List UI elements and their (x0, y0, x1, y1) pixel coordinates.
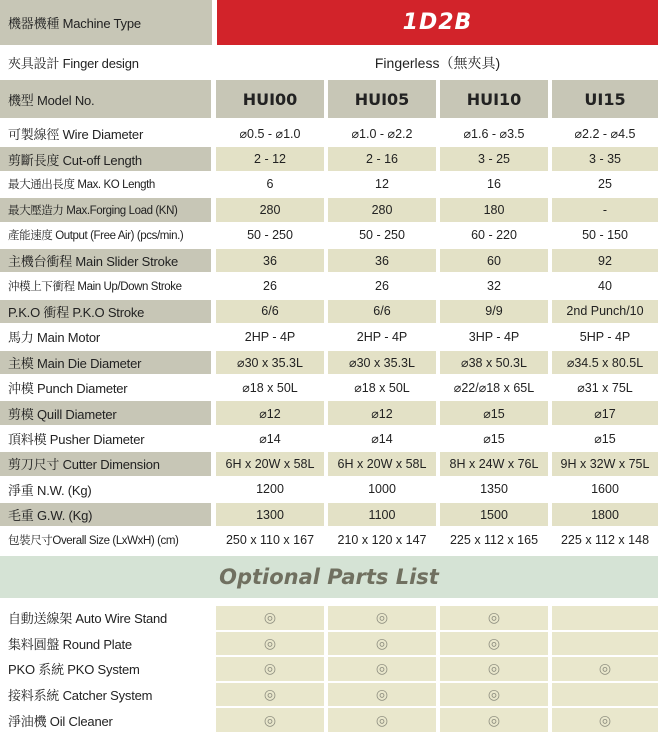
spec-value: 9H x 32W x 75L (552, 452, 658, 475)
spec-value: 1000 (328, 478, 436, 501)
spec-value: 32 (440, 274, 548, 297)
spec-row (0, 376, 658, 399)
spec-value: ⌀14 (328, 427, 436, 450)
optional-mark: ◎ (328, 657, 436, 681)
spec-value: 26 (216, 274, 324, 297)
optional-mark: ◎ (440, 708, 548, 732)
spec-value: 40 (552, 274, 658, 297)
spec-label: 剪刀尺寸 Cutter Dimension (0, 452, 211, 475)
spec-row (0, 198, 658, 221)
optional-mark (552, 606, 658, 630)
optional-mark: ◎ (440, 683, 548, 707)
spec-row (0, 173, 658, 196)
spec-value: 180 (440, 198, 548, 221)
spec-label: 最大通出長度 Max. KO Length (0, 173, 211, 196)
spec-value: 1350 (440, 478, 548, 501)
optional-label: 自動送線架 Auto Wire Stand (0, 606, 211, 630)
spec-value: 60 (440, 249, 548, 272)
model-hui10: HUI10 (440, 80, 548, 118)
optional-mark: ◎ (440, 632, 548, 656)
spec-label: 淨重 N.W. (Kg) (0, 478, 211, 501)
spec-value: 1600 (552, 478, 658, 501)
spec-label: 產能速度 Output (Free Air) (pcs/min.) (0, 224, 211, 247)
spec-row (0, 122, 658, 145)
spec-row (0, 452, 658, 475)
machine-type-value: 1D2B (217, 0, 658, 45)
spec-value: 50 - 250 (216, 224, 324, 247)
spec-value: 12 (328, 173, 436, 196)
spec-value: 6/6 (216, 300, 324, 323)
optional-mark: ◎ (216, 632, 324, 656)
model-hui05: HUI05 (328, 80, 436, 118)
optional-mark: ◎ (440, 606, 548, 630)
optional-label: 接料系統 Catcher System (0, 683, 211, 707)
spec-value: ⌀0.5 - ⌀1.0 (216, 122, 324, 145)
finger-design-value: Fingerless（無夾具) (217, 49, 658, 76)
optional-mark: ◎ (216, 606, 324, 630)
optional-row (0, 632, 658, 656)
spec-label: 主模 Main Die Diameter (0, 351, 211, 374)
optional-mark (552, 683, 658, 707)
spec-row (0, 249, 658, 272)
machine-type-row (0, 0, 658, 45)
spec-value: 3 - 35 (552, 147, 658, 170)
spec-label: 沖模 Punch Diameter (0, 376, 211, 399)
finger-design-label: 夾具設計 Finger design (0, 49, 212, 76)
spec-row (0, 528, 658, 551)
spec-value: 6/6 (328, 300, 436, 323)
spec-row (0, 503, 658, 526)
optional-row (0, 708, 658, 732)
spec-value: 50 - 150 (552, 224, 658, 247)
spec-value: 280 (216, 198, 324, 221)
spec-label: 包裝尺寸Overall Size (LxWxH) (cm) (0, 528, 211, 551)
spec-label: 剪斷長度 Cut-off Length (0, 147, 211, 170)
spec-value: 1300 (216, 503, 324, 526)
spec-value: 250 x 110 x 167 (216, 528, 324, 551)
spec-row (0, 351, 658, 374)
spec-row (0, 300, 658, 323)
spec-row (0, 401, 658, 424)
spec-value: 3 - 25 (440, 147, 548, 170)
spec-value: 16 (440, 173, 548, 196)
spec-value: 2 - 16 (328, 147, 436, 170)
spec-value: 1100 (328, 503, 436, 526)
optional-label: 集料圓盤 Round Plate (0, 632, 211, 656)
optional-mark: ◎ (552, 708, 658, 732)
spec-value: 2 - 12 (216, 147, 324, 170)
optional-mark: ◎ (328, 606, 436, 630)
spec-value: 6H x 20W x 58L (216, 452, 324, 475)
spec-value: ⌀38 x 50.3L (440, 351, 548, 374)
spec-value: 9/9 (440, 300, 548, 323)
optional-mark: ◎ (328, 632, 436, 656)
spec-row (0, 147, 658, 170)
spec-value: 210 x 120 x 147 (328, 528, 436, 551)
spec-label: 毛重 G.W. (Kg) (0, 503, 211, 526)
spec-value: ⌀15 (552, 427, 658, 450)
spec-value: ⌀14 (216, 427, 324, 450)
spec-label: 馬力 Main Motor (0, 325, 211, 348)
spec-row (0, 274, 658, 297)
spec-value: ⌀18 x 50L (328, 376, 436, 399)
spec-value: ⌀31 x 75L (552, 376, 658, 399)
spec-value: 2HP - 4P (328, 325, 436, 348)
spec-value: ⌀12 (216, 401, 324, 424)
optional-mark: ◎ (552, 657, 658, 681)
optional-label: PKO 系統 PKO System (0, 657, 211, 681)
spec-value: 5HP - 4P (552, 325, 658, 348)
spec-value: ⌀15 (440, 427, 548, 450)
spec-value: 6H x 20W x 58L (328, 452, 436, 475)
optional-mark (552, 632, 658, 656)
spec-value: ⌀17 (552, 401, 658, 424)
spec-value: - (552, 198, 658, 221)
spec-row (0, 325, 658, 348)
spec-row (0, 224, 658, 247)
spec-value: 280 (328, 198, 436, 221)
spec-value: 225 x 112 x 165 (440, 528, 548, 551)
optional-label: 淨油機 Oil Cleaner (0, 708, 211, 732)
model-row (0, 80, 658, 118)
spec-label: 主機台衝程 Main Slider Stroke (0, 249, 211, 272)
optional-row (0, 606, 658, 630)
spec-label: 頂料模 Pusher Diameter (0, 427, 211, 450)
spec-value: 26 (328, 274, 436, 297)
optional-mark: ◎ (216, 657, 324, 681)
machine-type-label: 機器機種 Machine Type (0, 0, 212, 45)
optional-parts-title: Optional Parts List (0, 556, 658, 598)
spec-value: 2HP - 4P (216, 325, 324, 348)
spec-value: 3HP - 4P (440, 325, 548, 348)
spec-label: 剪模 Quill Diameter (0, 401, 211, 424)
optional-mark: ◎ (440, 657, 548, 681)
spec-row (0, 427, 658, 450)
spec-value: ⌀15 (440, 401, 548, 424)
spec-value: ⌀30 x 35.3L (216, 351, 324, 374)
optional-row (0, 683, 658, 707)
spec-label: 沖模上下衝程 Main Up/Down Stroke (0, 274, 211, 297)
spec-value: ⌀1.6 - ⌀3.5 (440, 122, 548, 145)
spec-value: ⌀30 x 35.3L (328, 351, 436, 374)
spec-label: 可製線徑 Wire Diameter (0, 122, 211, 145)
model-ui15: UI15 (552, 80, 658, 118)
spec-value: 1500 (440, 503, 548, 526)
spec-value: ⌀12 (328, 401, 436, 424)
spec-value: ⌀18 x 50L (216, 376, 324, 399)
spec-value: 50 - 250 (328, 224, 436, 247)
optional-mark: ◎ (328, 683, 436, 707)
spec-value: 60 - 220 (440, 224, 548, 247)
optional-row (0, 657, 658, 681)
model-hui00: HUI00 (216, 80, 324, 118)
optional-mark: ◎ (216, 708, 324, 732)
spec-value: 1200 (216, 478, 324, 501)
spec-value: 225 x 112 x 148 (552, 528, 658, 551)
spec-value: 36 (216, 249, 324, 272)
spec-label: 最大壓造力 Max.Forging Load (KN) (0, 198, 211, 221)
spec-value: 6 (216, 173, 324, 196)
optional-mark: ◎ (216, 683, 324, 707)
spec-value: 1800 (552, 503, 658, 526)
spec-value: 25 (552, 173, 658, 196)
model-label: 機型 Model No. (0, 80, 211, 118)
spec-row (0, 478, 658, 501)
optional-mark: ◎ (328, 708, 436, 732)
spec-value: 8H x 24W x 76L (440, 452, 548, 475)
spec-value: 92 (552, 249, 658, 272)
spec-label: P.K.O 衝程 P.K.O Stroke (0, 300, 211, 323)
spec-value: 2nd Punch/10 (552, 300, 658, 323)
spec-value: ⌀22/⌀18 x 65L (440, 376, 548, 399)
spec-value: 36 (328, 249, 436, 272)
spec-value: ⌀34.5 x 80.5L (552, 351, 658, 374)
spec-value: ⌀2.2 - ⌀4.5 (552, 122, 658, 145)
spec-value: ⌀1.0 - ⌀2.2 (328, 122, 436, 145)
finger-design-row (0, 49, 658, 76)
